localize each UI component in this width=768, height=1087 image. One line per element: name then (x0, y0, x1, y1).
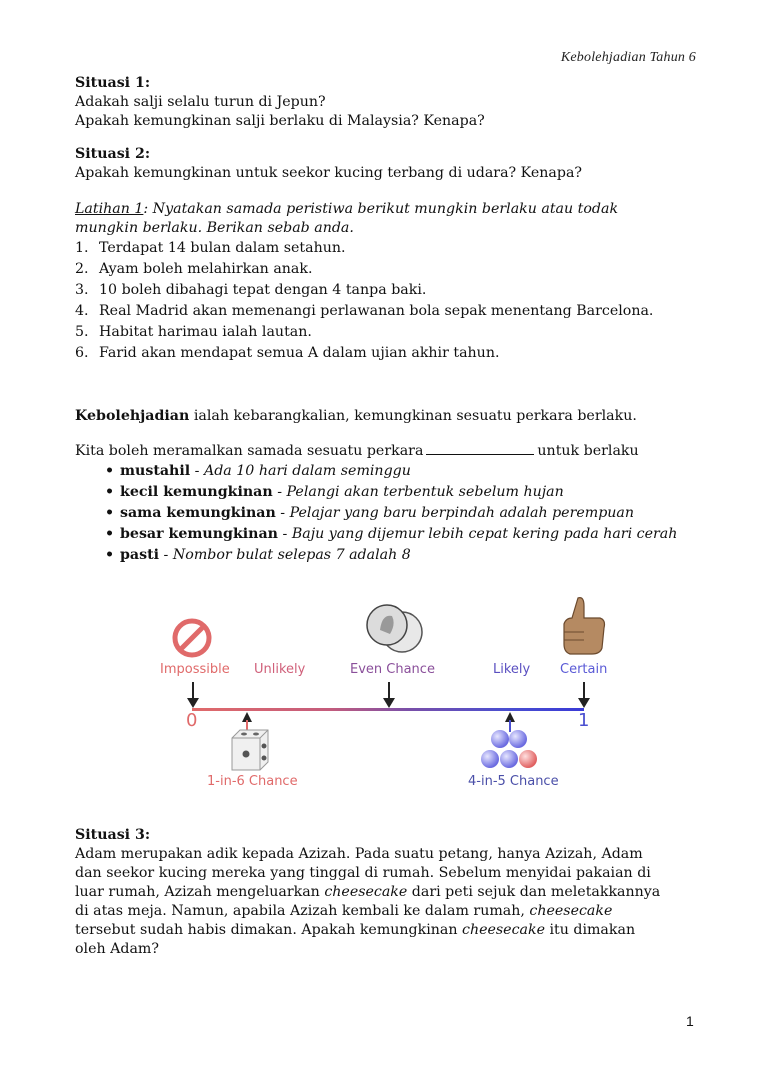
situasi-3 (75, 826, 660, 959)
definition (75, 407, 637, 426)
situasi-1-line: Adakah salji selalu turun di Jepun? (75, 94, 326, 110)
exercise-item: 5. Habitat harimau ialah lautan. (75, 324, 312, 340)
exercise-list (75, 238, 653, 364)
exercise-item: 4. Real Madrid akan memenangi perlawanan bola sepak menentang Barcelona. (75, 303, 654, 319)
thumbs-up-icon (560, 594, 610, 656)
likelihood-item: • pasti - Nombor bulat selepas 7 adalah 8 (105, 545, 677, 566)
predict-section (75, 442, 677, 566)
exercise-item: 2. Ayam boleh melahirkan anak. (75, 261, 313, 277)
label-likely: Likely (493, 662, 531, 677)
arrowhead-icon (187, 698, 199, 708)
balls-icon (478, 728, 546, 776)
situasi-2-line: Apakah kemungkinan untuk seekor kucing terbang di udara? Kenapa? (75, 165, 583, 181)
label-impossible: Impossible (160, 662, 230, 677)
arrowhead-icon (383, 698, 395, 708)
situasi-1-heading: Situasi 1: (75, 75, 151, 91)
predict-text: Kita boleh meramalkan samada sesuatu perkara (75, 443, 424, 459)
situasi-1 (75, 74, 485, 131)
label-certain: Certain (560, 662, 608, 677)
situasi-1-line: Apakah kemungkinan salji berlaku di Malaysia? Kenapa? (75, 113, 485, 129)
probability-scale-diagram (150, 590, 620, 800)
situasi-3-line: luar rumah, Azizah mengeluarkan cheesecake dari peti sejuk dan meletakkannya (75, 884, 661, 900)
exercise-item: 6. Farid akan mendapat semua A dalam ujian akhir tahun. (75, 345, 500, 361)
label-unlikely: Unlikely (254, 662, 306, 677)
label-zero: 0 (186, 710, 198, 731)
predict-text-after: untuk berlaku (537, 443, 639, 459)
label-four-in-five: 4-in-5 Chance (468, 774, 559, 789)
prohibited-icon (170, 616, 214, 660)
situasi-3-line: Adam merupakan adik kepada Azizah. Pada suatu petang, hanya Azizah, Adam (75, 846, 643, 862)
latihan-1 (75, 200, 653, 364)
latihan-1-instruction: : Nyatakan samada peristiwa berikut mungkin berlaku atau todak (143, 201, 619, 217)
situasi-2 (75, 145, 582, 183)
label-one-in-six: 1-in-6 Chance (207, 774, 298, 789)
situasi-3-line: di atas meja. Namun, apabila Azizah kembali ke dalam rumah, cheesecake (75, 903, 613, 919)
latihan-1-instruction-2: mungkin berlaku. Berikan sebab anda. (75, 220, 354, 236)
fill-blank (426, 442, 534, 455)
latihan-1-label: Latihan 1 (75, 201, 144, 217)
exercise-item: 3. 10 boleh dibahagi tepat dengan 4 tanpa baki. (75, 282, 427, 298)
arrowhead-icon (578, 698, 590, 708)
situasi-3-line: tersebut sudah habis dimakan. Apakah kemungkinan cheesecake itu dimakan (75, 922, 636, 938)
likelihood-item: • kecil kemungkinan - Pelangi akan terbentuk sebelum hujan (105, 482, 677, 503)
exercise-item: 1. Terdapat 14 bulan dalam setahun. (75, 240, 346, 256)
label-even-chance: Even Chance (350, 662, 435, 677)
page-number: 1 (686, 1013, 694, 1029)
running-header: Kebolehjadian Tahun 6 (560, 50, 696, 65)
label-one: 1 (578, 710, 590, 731)
likelihood-item: • mustahil - Ada 10 hari dalam seminggu (105, 461, 677, 482)
likelihood-item: • sama kemungkinan - Pelajar yang baru berpindah adalah perempuan (105, 503, 677, 524)
definition-text: ialah kebarangkalian, kemungkinan sesuatu perkara berlaku. (189, 408, 637, 424)
likelihood-list (75, 461, 677, 566)
dice-icon (226, 728, 272, 774)
situasi-2-heading: Situasi 2: (75, 146, 151, 162)
likelihood-item: • besar kemungkinan - Baju yang dijemur lebih cepat kering pada hari cerah (105, 524, 677, 545)
situasi-3-line: oleh Adam? (75, 941, 159, 957)
definition-term: Kebolehjadian (75, 408, 190, 424)
situasi-3-heading: Situasi 3: (75, 827, 151, 843)
situasi-3-line: dan seekor kucing mereka yang tinggal di rumah. Sebelum menyidai pakaian di (75, 865, 651, 881)
coins-icon (362, 600, 426, 656)
probability-axis (192, 708, 584, 711)
